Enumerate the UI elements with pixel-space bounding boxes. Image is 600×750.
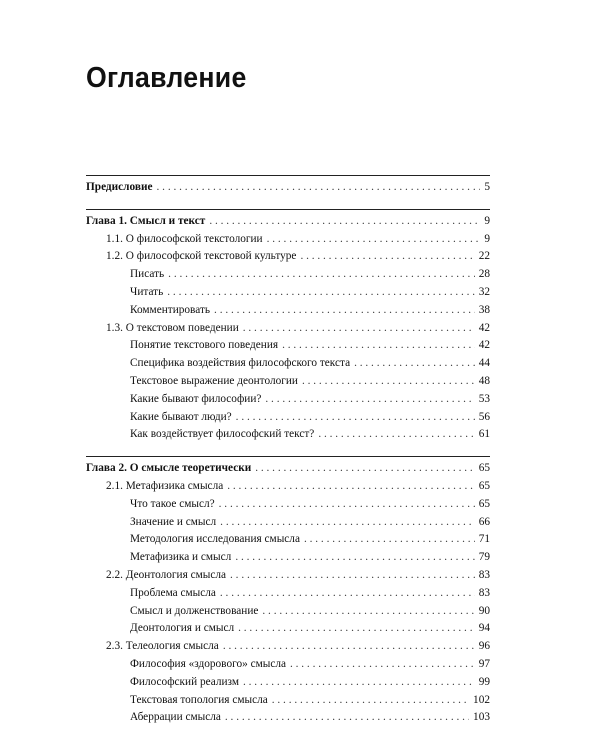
dot-leader [318,426,474,444]
toc-entry-page-number: 42 [478,321,490,334]
toc-section-entry[interactable] [86,320,490,338]
toc-entry-label: Как воздействует философский текст? [130,428,315,441]
toc-entry-label: Глава 2. О смысле теоретически [86,462,252,475]
toc-entry-page-number: 66 [478,515,490,528]
toc-entry-page-number: 5 [484,181,490,193]
toc-entry-label: Предисловие [86,181,153,193]
toc-subsection-entry[interactable] [86,284,490,302]
table-of-contents [86,175,490,739]
toc-chapter-entry[interactable] [86,179,490,197]
toc-entry-page-number: 28 [478,268,490,281]
dot-leader [214,302,475,320]
dot-leader [354,355,475,373]
toc-entry-page-number: 99 [478,675,490,688]
toc-subsection-entry[interactable] [86,709,490,727]
toc-subsection-entry[interactable] [86,373,490,391]
dot-leader [236,409,475,427]
toc-entry-page-number: 9 [484,232,490,245]
toc-entry-label: Читать [130,285,164,298]
toc-entry-label: 1.3. О текстовом поведении [106,321,239,334]
toc-subsection-entry[interactable] [86,656,490,674]
toc-entry-page-number: 103 [473,711,490,724]
toc-entry-page-number: 22 [478,250,490,263]
toc-entry-page-number: 83 [478,586,490,599]
dot-leader [304,531,475,549]
toc-entry-label: 2.2. Деонтология смысла [106,568,227,581]
dot-leader [235,549,474,567]
dot-leader [238,620,475,638]
toc-subsection-entry[interactable] [86,426,490,444]
toc-entry-page-number: 90 [478,604,490,617]
toc-subsection-entry[interactable] [86,674,490,692]
toc-entry-page-number: 79 [478,551,490,564]
toc-entry-label: Значение и смысл [130,515,217,528]
dot-leader [167,284,474,302]
toc-chapter-entry[interactable] [86,213,490,231]
toc-entry-label: 2.3. Телеология смысла [106,640,219,653]
toc-entry-page-number: 65 [478,479,490,492]
toc-section-entry[interactable] [86,567,490,585]
dot-leader [225,709,469,727]
toc-entry-label: Понятие текстового поведения [130,339,279,352]
toc-entry-page-number: 65 [478,462,490,475]
dot-leader [282,337,475,355]
toc-entry-label: Метафизика и смысл [130,551,232,564]
toc-entry-label: Текстовая топология смысла [130,693,268,706]
dot-leader [243,674,475,692]
dot-leader [227,478,474,496]
toc-subsection-entry[interactable] [86,531,490,549]
toc-subsection-entry[interactable] [86,603,490,621]
toc-subsection-entry[interactable] [86,355,490,373]
toc-entry-label: Глава 1. Смысл и текст [86,214,206,227]
dot-leader [157,179,481,197]
toc-subsection-entry[interactable] [86,692,490,710]
toc-entry-page-number: 94 [478,622,490,635]
toc-section-entry[interactable] [86,248,490,266]
toc-entry-label: Писать [130,268,165,281]
toc-subsection-entry[interactable] [86,549,490,567]
toc-entry-page-number: 61 [478,428,490,441]
toc-entry-page-number: 56 [478,410,490,423]
toc-entry-label: Философия «здорового» смысла [130,657,286,670]
toc-entry-label: Аберрации смысла [130,711,221,724]
toc-entry-page-number: 44 [478,357,490,370]
toc-subsection-entry[interactable] [86,391,490,409]
toc-subsection-entry[interactable] [86,302,490,320]
toc-chapter-entry[interactable] [86,460,490,478]
toc-entry-page-number: 83 [478,568,490,581]
dot-leader [267,231,481,249]
toc-entry-page-number: 38 [478,303,490,316]
toc-entry-page-number: 9 [484,214,490,227]
dot-leader [272,692,469,710]
dot-leader [219,496,475,514]
dot-leader [168,266,475,284]
toc-subsection-entry[interactable] [86,514,490,532]
toc-entry-page-number: 96 [478,640,490,653]
toc-entry-page-number: 32 [478,285,490,298]
dot-leader [290,656,475,674]
toc-entry-label: Смысл и долженствование [130,604,259,617]
toc-section-entry[interactable] [86,478,490,496]
toc-subsection-entry[interactable] [86,585,490,603]
toc-entry-label: Методология исследования смысла [130,533,300,546]
toc-entry-page-number: 102 [473,693,490,706]
toc-subsection-entry[interactable] [86,496,490,514]
toc-entry-page-number: 71 [478,533,490,546]
dot-leader [265,391,474,409]
toc-entry-label: 1.1. О философской текстологии [106,232,263,245]
toc-entry-label: Специфика воздействия философского текста [130,357,351,370]
toc-entry-label: Проблема смысла [130,586,216,599]
toc-entry-page-number: 97 [478,657,490,670]
dot-leader [223,638,475,656]
toc-entry-label: Текстовое выражение деонтологии [130,374,298,387]
dot-leader [243,320,475,338]
dot-leader [255,460,474,478]
toc-entry-label: Философский реализм [130,675,239,688]
toc-subsection-entry[interactable] [86,620,490,638]
dot-leader [209,213,480,231]
dot-leader [220,585,475,603]
toc-entry-label: 1.2. О философской текстовой культуре [106,250,297,263]
toc-entry-label: Какие бывают философии? [130,392,262,405]
toc-section-entry[interactable] [86,231,490,249]
toc-entry-label: Какие бывают люди? [130,410,232,423]
dot-leader [300,248,474,266]
toc-subsection-entry[interactable] [86,409,490,427]
toc-entry-page-number: 65 [478,497,490,510]
toc-section-entry[interactable] [86,638,490,656]
toc-entry-label: Что такое смысл? [130,497,215,510]
toc-subsection-entry[interactable] [86,266,490,284]
toc-entry-page-number: 48 [478,374,490,387]
page-title: Оглавление [86,62,247,94]
toc-entry-page-number: 42 [478,339,490,352]
toc-subsection-entry[interactable] [86,337,490,355]
dot-leader [230,567,475,585]
toc-entry-label: Деонтология и смысл [130,622,235,635]
toc-entry-label: 2.1. Метафизика смысла [106,479,224,492]
dot-leader [220,514,475,532]
dot-leader [302,373,475,391]
dot-leader [262,603,474,621]
toc-entry-page-number: 53 [478,392,490,405]
toc-entry-label: Комментировать [130,303,211,316]
